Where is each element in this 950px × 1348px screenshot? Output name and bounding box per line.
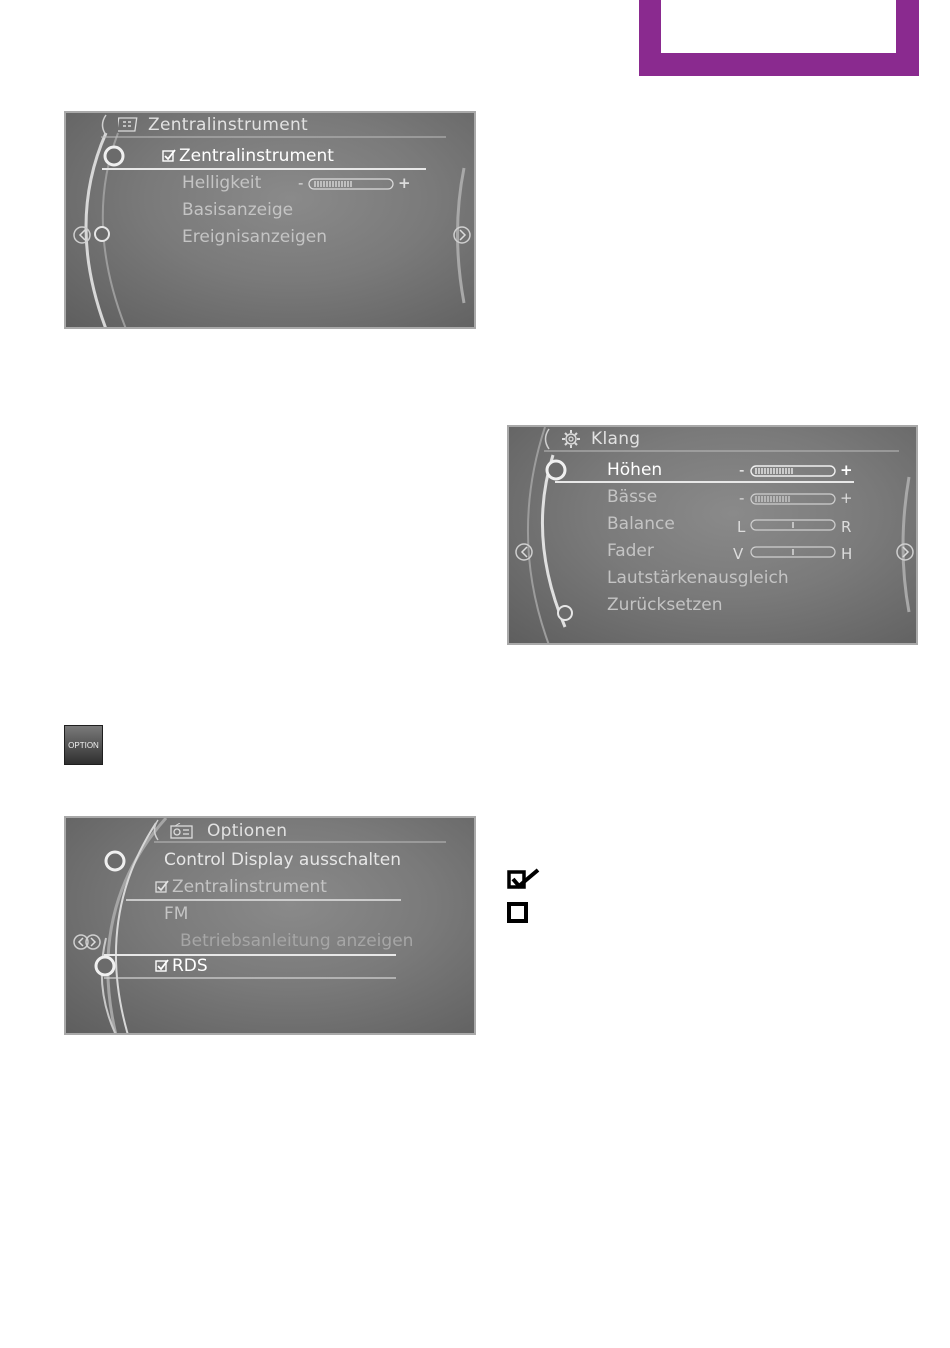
checked-box-icon [155,880,169,893]
slider-track [308,177,398,191]
option-button[interactable]: OPTION [64,725,103,765]
slider-plus-label: + [840,461,853,479]
slider-left-label: V [733,545,744,563]
menu-item-label: Zentralinstrument [172,877,327,897]
slider-minus-label: - [739,461,745,479]
menu-item-rds[interactable] [155,956,208,976]
screen-klang [507,425,918,645]
menu-item-basisanzeige[interactable]: Basisanzeige [182,200,294,220]
unchecked-box-icon [507,902,529,924]
radio-icon [170,823,194,839]
menu-item-hoehen[interactable]: Höhen [607,460,663,480]
menu-item-helligkeit[interactable]: Helligkeit [182,173,262,193]
instrument-cluster-icon [118,116,138,134]
screen-title: Zentralinstrument [148,115,309,135]
menu-item-control-display-ausschalten[interactable]: Control Display ausschalten [164,850,401,870]
menu-item-zuruecksetzen[interactable]: Zurücksetzen [607,595,723,615]
gear-icon [561,429,581,449]
menu-item-betriebsanleitung-anzeigen[interactable]: Betriebsanleitung anzeigen [180,931,414,951]
bass-slider[interactable] [739,489,859,507]
menu-item-lautstaerkenausgleich[interactable]: Lautstärkenausgleich [607,568,789,588]
menu-item-label: Zentralinstrument [179,146,334,166]
menu-item-fader[interactable]: Fader [607,541,654,561]
slider-minus-label: - [739,489,745,507]
slider-left-label: L [737,518,746,536]
screen-zentralinstrument [64,111,476,329]
slider-track [750,545,840,559]
screen-optionen [64,816,476,1035]
menu-item-baesse[interactable]: Bässe [607,487,658,507]
menu-item-zentralinstrument[interactable] [155,877,327,897]
slider-plus-label: + [398,174,411,192]
slider-right-label: H [841,545,853,563]
menu-item-zentralinstrument[interactable] [162,146,334,166]
menu-item-balance[interactable]: Balance [607,514,675,534]
checked-box-icon [507,868,543,892]
slider-minus-label: - [298,174,304,192]
chapter-tab-inner [661,0,896,53]
slider-track [750,464,840,478]
screen-title: Klang [591,429,641,449]
treble-slider[interactable] [739,461,859,479]
menu-item-label: RDS [172,956,208,976]
slider-track [750,518,840,532]
checked-box-icon [155,959,169,972]
screen-title: Optionen [207,821,288,841]
slider-plus-label: + [840,489,853,507]
slider-track [750,492,840,506]
menu-item-ereignisanzeigen[interactable]: Ereignisanzeigen [182,227,328,247]
checked-box-icon [162,149,176,162]
fader-slider[interactable] [733,545,863,561]
chapter-tab-marker [639,0,919,76]
menu-item-fm[interactable]: FM [164,904,189,924]
slider-right-label: R [841,518,852,536]
brightness-slider[interactable] [298,174,411,192]
balance-slider[interactable] [737,518,862,534]
